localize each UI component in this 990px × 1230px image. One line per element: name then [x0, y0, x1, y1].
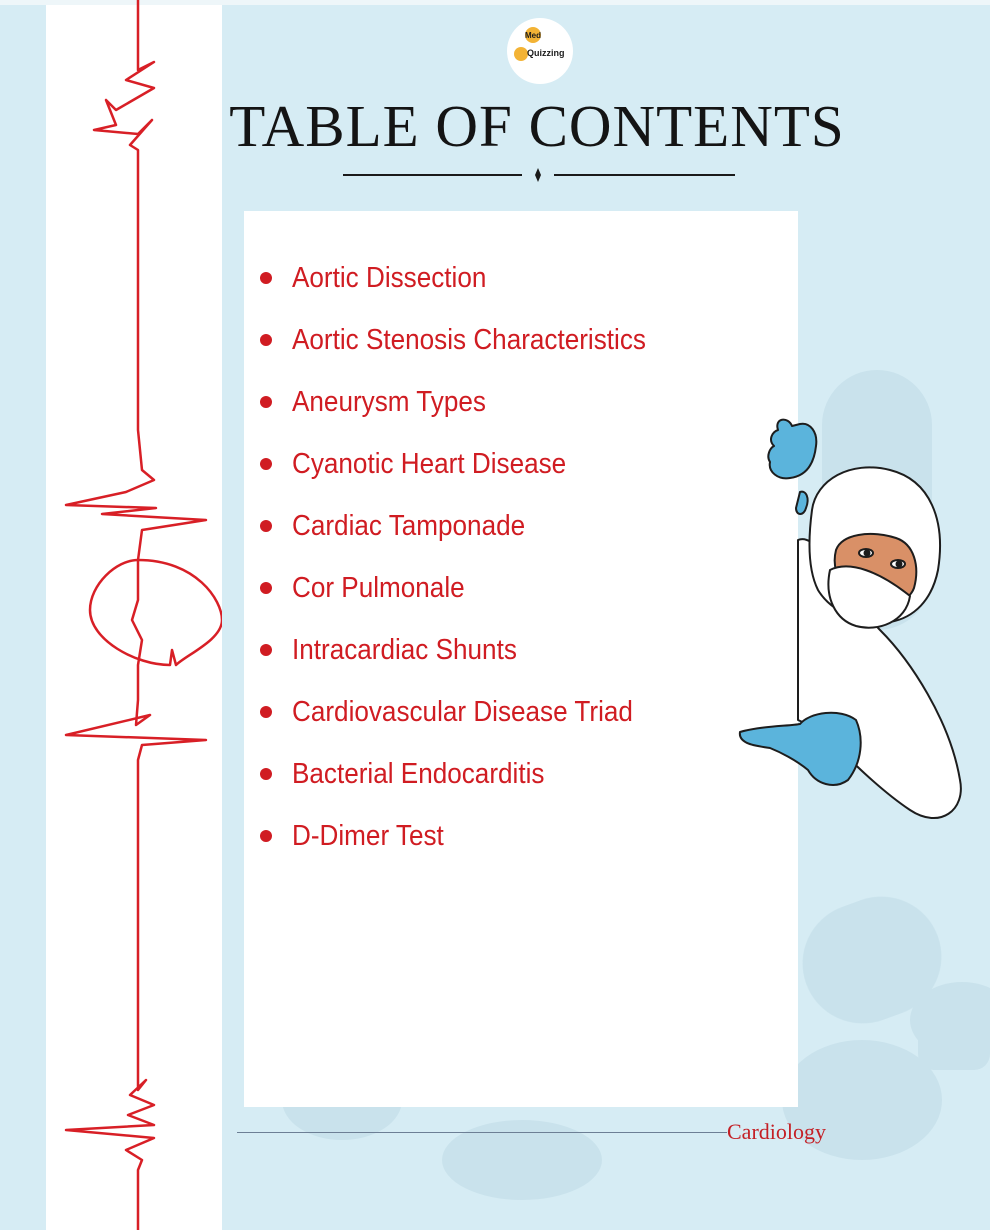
bullet-icon	[260, 458, 272, 470]
toc-item	[244, 743, 798, 805]
toc-item-label: Cyanotic Heart Disease	[292, 447, 567, 480]
footer-category-label: Cardiology	[727, 1119, 826, 1144]
logo-text-quizzing: Quizzing	[527, 48, 565, 58]
toc-item	[244, 805, 798, 867]
toc-item-label: Cardiovascular Disease Triad	[292, 695, 633, 728]
page-title: TABLE OF CONTENTS	[229, 93, 845, 159]
toc-item	[244, 681, 798, 743]
toc-item	[244, 495, 798, 557]
contents-card	[244, 211, 798, 1107]
divider-diamond-icon	[535, 168, 541, 182]
toc-item	[244, 433, 798, 495]
toc-item-label: Aortic Dissection	[292, 261, 487, 294]
toc-item	[244, 557, 798, 619]
bullet-icon	[260, 768, 272, 780]
bullet-icon	[260, 706, 272, 718]
toc-item	[244, 371, 798, 433]
toc-item-label: Cor Pulmonale	[292, 571, 465, 604]
bullet-icon	[260, 520, 272, 532]
toc-item-label: Bacterial Endocarditis	[292, 757, 545, 790]
brand-logo	[507, 18, 573, 84]
toc-item-label: Aneurysm Types	[292, 385, 486, 418]
left-margin	[0, 0, 46, 1230]
toc-item-label: D-Dimer Test	[292, 819, 444, 852]
bullet-icon	[260, 272, 272, 284]
toc-item-label: Aortic Stenosis Characteristics	[292, 323, 646, 356]
bullet-icon	[260, 334, 272, 346]
toc-item-label: Cardiac Tamponade	[292, 509, 526, 542]
footer-divider	[237, 1132, 727, 1133]
toc-item	[244, 247, 798, 309]
title-divider	[340, 164, 740, 188]
toc-item-label: Intracardiac Shunts	[292, 633, 517, 666]
logo-text-med: Med	[525, 31, 541, 40]
bullet-icon	[260, 582, 272, 594]
heartbeat-line-icon	[46, 0, 222, 1230]
bullet-icon	[260, 644, 272, 656]
toc-list	[244, 247, 798, 867]
bullet-icon	[260, 396, 272, 408]
doctor-illustration	[730, 360, 970, 860]
bullet-icon	[260, 830, 272, 842]
toc-item	[244, 309, 798, 371]
toc-item	[244, 619, 798, 681]
